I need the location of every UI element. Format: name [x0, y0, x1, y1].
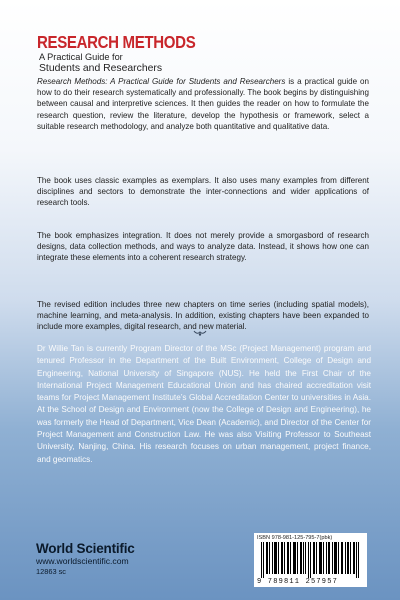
divider-ornament-icon: [193, 329, 207, 337]
publisher-url: www.worldscientific.com: [36, 556, 129, 566]
author-biography: Dr Willie Tan is currently Program Director of the MSc (Project Management) program and tenured Professor in the Department of the Built Environment, College of Design and Engineering, National University of Singapore (NUS). He held the First Chair of the International Project Management Educational Union and has chaired accreditation visit teams for Project Management Institute’s Global Accreditation Center to universities in Asia. At the School of Design and Environment (now the College of Design and Engineering), he was formerly the Head of Department, Vice Dean (Academic), and Director of the Center for Project Management and Construction Law. He was also Visiting Professor to Southeast University, Nanjing, China. His research focuses on urban management, project finance, and geomatics.: [37, 344, 371, 464]
cover-title-block: [37, 33, 221, 74]
book-subtitle-line1: A Practical Guide for: [39, 52, 123, 62]
publisher-name: World Scientific: [36, 541, 135, 556]
blurb-paragraph-1: [37, 76, 369, 132]
blurb-paragraph-4: The revised edition includes three new chapters on time series (including spatial models), machine learning, and meta-analysis. In addition, existing chapters have been expanded to include more examples, digital research, and new material.: [37, 300, 369, 332]
publisher-code: 12863 sc: [36, 567, 66, 576]
blurb-book-title-italic: Research Methods: A Practical Guide for Students and Researchers: [37, 77, 286, 86]
blurb-paragraph-2: The book uses classic examples as exemplars. It also uses many examples from different disciplines and sectors to demonstrate the inter-connections and wider applications of research tools.: [37, 176, 369, 208]
blurb-paragraph-1-text: is a practical guide on how to do their research systematically and professionally. The book begins by distinguishing between causal and interpretive sciences. It then guides the reader on how to formulate the research question, review the literature, develop the hypothesis or framework, select a suitable research methodology, and analyze both quantitative and qualitative data.: [37, 77, 369, 131]
barcode-icon: [261, 542, 361, 578]
book-subtitle-line2: Students and Researchers: [39, 63, 163, 74]
isbn-text: ISBN 978-981-125-795-7(pbk): [257, 535, 333, 541]
barcode-number: 9 789811 257957: [257, 578, 339, 586]
barcode-panel: [254, 533, 367, 587]
book-title: RESEARCH METHODS: [37, 32, 196, 52]
blurb-paragraph-3: The book emphasizes integration. It does not merely provide a smorgasbord of research designs, data collection methods, and ways to analyze data. Instead, it shows how one can integrate these elements into a coherent research strategy.: [37, 231, 369, 263]
publisher-block: [36, 542, 135, 577]
